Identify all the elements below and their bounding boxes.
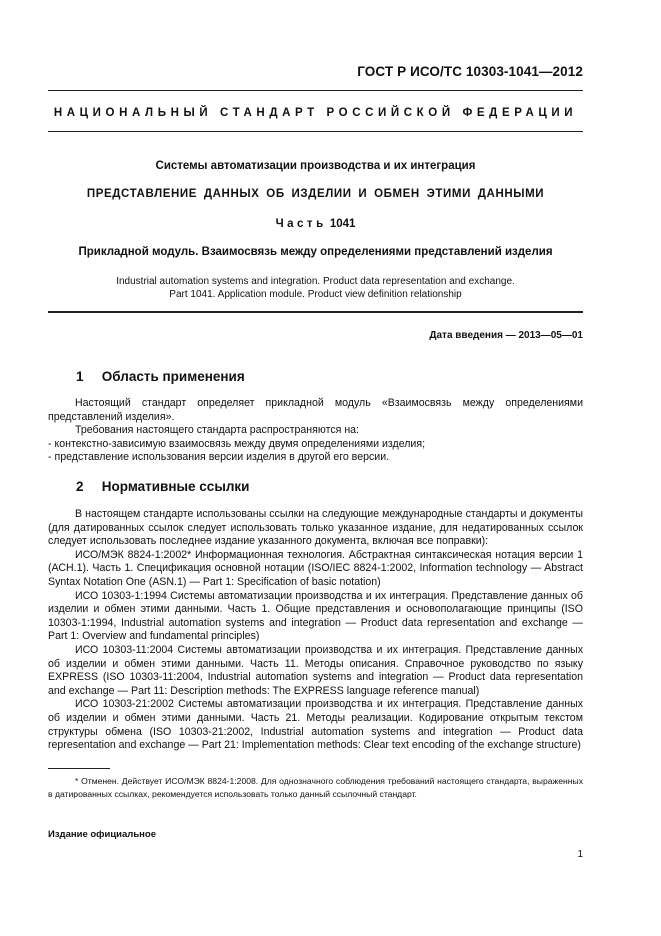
reference-paragraph: ИСО/МЭК 8824-1:2002* Информационная технология. Абстрактная синтаксическая нотация версии 1 (АСН.1). Часть 1. Спецификация основной нотации (ISO/IEC 8824-1:2002, Information technology — Abstract Syntax Notation One (ASN.1) — Part 1: Specification of basic notation) (48, 548, 583, 588)
section2-body (48, 508, 583, 753)
title-part (48, 218, 583, 230)
list-item: - контекстно-зависимую взаимосвязь между двумя определениями изделия; (48, 437, 426, 450)
intro-date: Дата введения — 2013—05—01 (429, 330, 583, 341)
section1-paragraph: Настоящий стандарт определяет прикладной модуль «Взаимосвязь между определениями представлений изделия». (48, 397, 583, 423)
part-word: Часть (275, 218, 327, 230)
title-systems: Системы автоматизации производства и их интеграция (155, 160, 476, 172)
title-rule (48, 311, 583, 313)
reference-paragraph: ИСО 10303-1:1994 Системы автоматизации производства и их интеграция. Представление данных об изделии и обмен этими данными. Часть 1. Общие представления и основополагающие принципы (ISO 10303-1:1994, Industrial automation systems and integration — Product data representation and exchange — Part 1: Overview and fundamental principles) (48, 589, 583, 643)
section2-title: Нормативные ссылки (101, 479, 250, 494)
footnote-text: * Отменен. Действует ИСО/МЭК 8824-1:2008. Для однозначного соблюдения требований настоящего стандарта, выраженных в датированных ссылках, рекомендуется использовать только данный ссылочный стандарт. (48, 776, 583, 799)
part-number: 1041 (329, 218, 356, 230)
section2-number: 2 (76, 479, 84, 494)
official-edition: Издание официальное (48, 829, 156, 840)
title-english-line2: Part 1041. Application module. Product view definition relationship (169, 288, 462, 300)
reference-paragraph: ИСО 10303-11:2004 Системы автоматизации производства и их интеграция. Представление данных об изделии и обмен этими данными. Часть 11. Методы описания. Справочное руководство по языку EXPRESS (ISO 10303-11:2004, Industrial automation systems and integration — Product data representation and exchange — Part 11: Description methods: The EXPRESS language reference manual) (48, 643, 583, 697)
reference-paragraph: ИСО 10303-21:2002 Системы автоматизации производства и их интеграция. Представление данных об изделии и обмен этими данными. Часть 21. Методы реализации. Кодирование открытым текстом структуры обмена (ISO 10303-21:2002, Industrial automation systems and integration — Product data representation and exchange — Part 21: Implementation methods: Clear text encoding of the exchange structure) (48, 698, 583, 752)
reference-paragraph: В настоящем стандарте использованы ссылки на следующие международные стандарты и документы (для датированных ссылок следует использовать только указанное издание, для недатированных ссылок следует использовать последнее издание указанного документа, включая все поправки): (48, 508, 583, 548)
page-number: 1 (577, 849, 583, 860)
section1-paragraph: Требования настоящего стандарта распространяются на: (75, 424, 360, 437)
section2-heading (76, 479, 249, 494)
top-rule (48, 90, 583, 91)
section1-number: 1 (76, 369, 84, 384)
title-representation: ПРЕДСТАВЛЕНИЕ ДАННЫХ ОБ ИЗДЕЛИИ И ОБМЕН ЭТИМИ ДАННЫМИ (86, 188, 545, 200)
section1-body (48, 397, 583, 465)
title-english-line1: Industrial automation systems and integration. Product data representation and exchange. (116, 276, 515, 287)
banner-rule (48, 131, 583, 132)
footnote (48, 775, 583, 801)
footnote-rule (48, 768, 110, 769)
section1-heading (76, 369, 245, 384)
national-standard-banner: НАЦИОНАЛЬНЫЙ СТАНДАРТ РОССИЙСКОЙ ФЕДЕРАЦИИ (53, 107, 578, 119)
section1-title: Область применения (101, 369, 245, 384)
standard-code: ГОСТ Р ИСО/ТС 10303-1041—2012 (357, 64, 583, 79)
list-item: - представление использования версии изделия в другой его версии. (48, 451, 390, 464)
title-module: Прикладной модуль. Взаимосвязь между определениями представлений изделия (78, 246, 553, 258)
title-english (48, 276, 583, 301)
